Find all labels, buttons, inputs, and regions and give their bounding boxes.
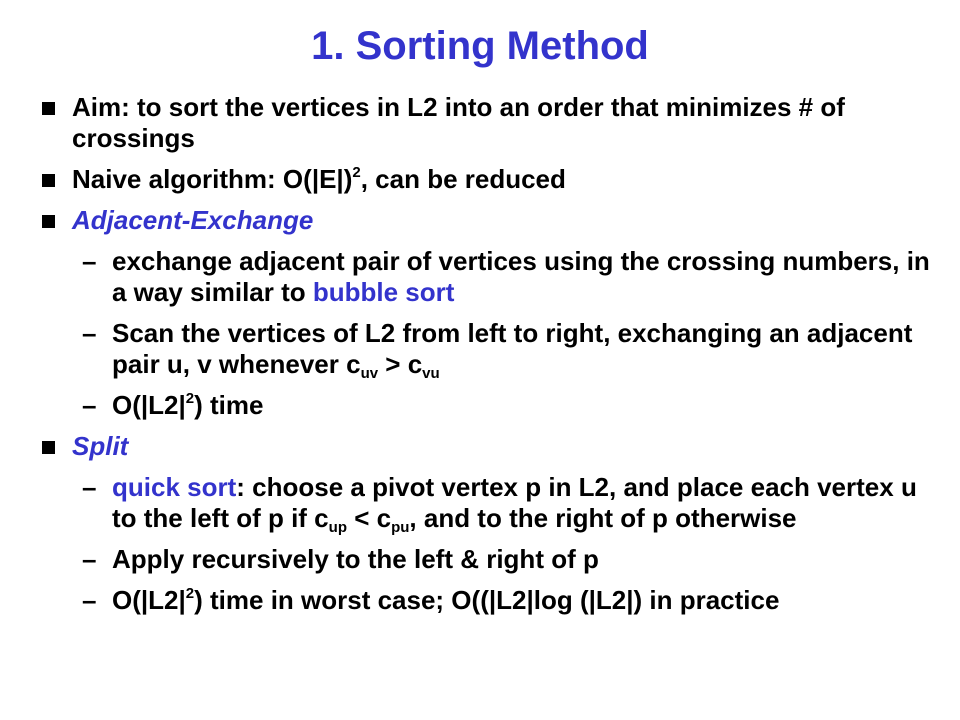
sub-item-text-tail: , and to the right of p otherwise [409,503,797,533]
dash-marker: – [82,318,97,348]
square-bullet-icon [42,215,55,228]
superscript: 2 [352,164,361,181]
bullet-text-tail: , can be reduced [360,164,566,194]
sub-item-text-mid: > c [378,349,423,379]
dash-marker: – [82,585,97,615]
subscript: vu [422,365,440,382]
sub-item-text-tail: ) time [194,390,264,420]
bullet-item-split [40,431,940,462]
bullet-item-adjacent-exchange [40,205,940,236]
superscript: 2 [185,585,195,602]
sub-item-text: exchange adjacent pair of vertices using the crossing numbers, in a way similar to [112,246,930,307]
sub-item-text: O(|L2| [112,390,186,420]
bullet-text: Aim: to sort the vertices in L2 into an order that minimizes # of crossings [72,92,845,153]
bullet-item-aim [40,92,940,154]
sub-item-time-split [40,585,940,616]
sub-item-text: Scan the vertices of L2 from left to right, exchanging an adjacent pair u, v whenever c [112,318,913,379]
subscript: uv [360,365,379,382]
subscript: pu [391,519,410,536]
sub-item-scan [40,318,940,380]
sub-item-exchange [40,246,940,308]
subscript: up [328,519,347,536]
bubble-sort-link[interactable]: bubble sort [312,277,455,307]
sub-item-recursive [40,544,940,575]
bullet-heading: Adjacent-Exchange [72,205,314,235]
sub-item-text-mid: < c [346,503,392,533]
sub-item-text: : choose a pivot vertex p in L2, and place each vertex u to the left of p if c [112,472,917,533]
dash-marker: – [82,472,97,502]
sub-item-text-tail: ) time in worst case; O((|L2|log (|L2|) in practice [194,585,780,615]
bullet-heading: Split [72,431,129,461]
quick-sort-link[interactable]: quick sort [112,472,237,502]
bullet-text: Naive algorithm: O(|E|) [72,164,353,194]
bullet-item-naive [40,164,940,195]
dash-marker: – [82,390,97,420]
square-bullet-icon [42,441,55,454]
square-bullet-icon [42,174,55,187]
dash-marker: – [82,544,97,574]
square-bullet-icon [42,102,55,115]
sub-item-quick-sort [40,472,940,534]
superscript: 2 [185,390,195,407]
slide-title: 1. Sorting Method [311,24,649,68]
dash-marker: – [82,246,97,276]
sub-item-time-adjacent [40,390,940,421]
sub-item-text: O(|L2| [112,585,186,615]
bullet-list [40,92,940,626]
sub-item-text: Apply recursively to the left & right of p [112,544,599,574]
